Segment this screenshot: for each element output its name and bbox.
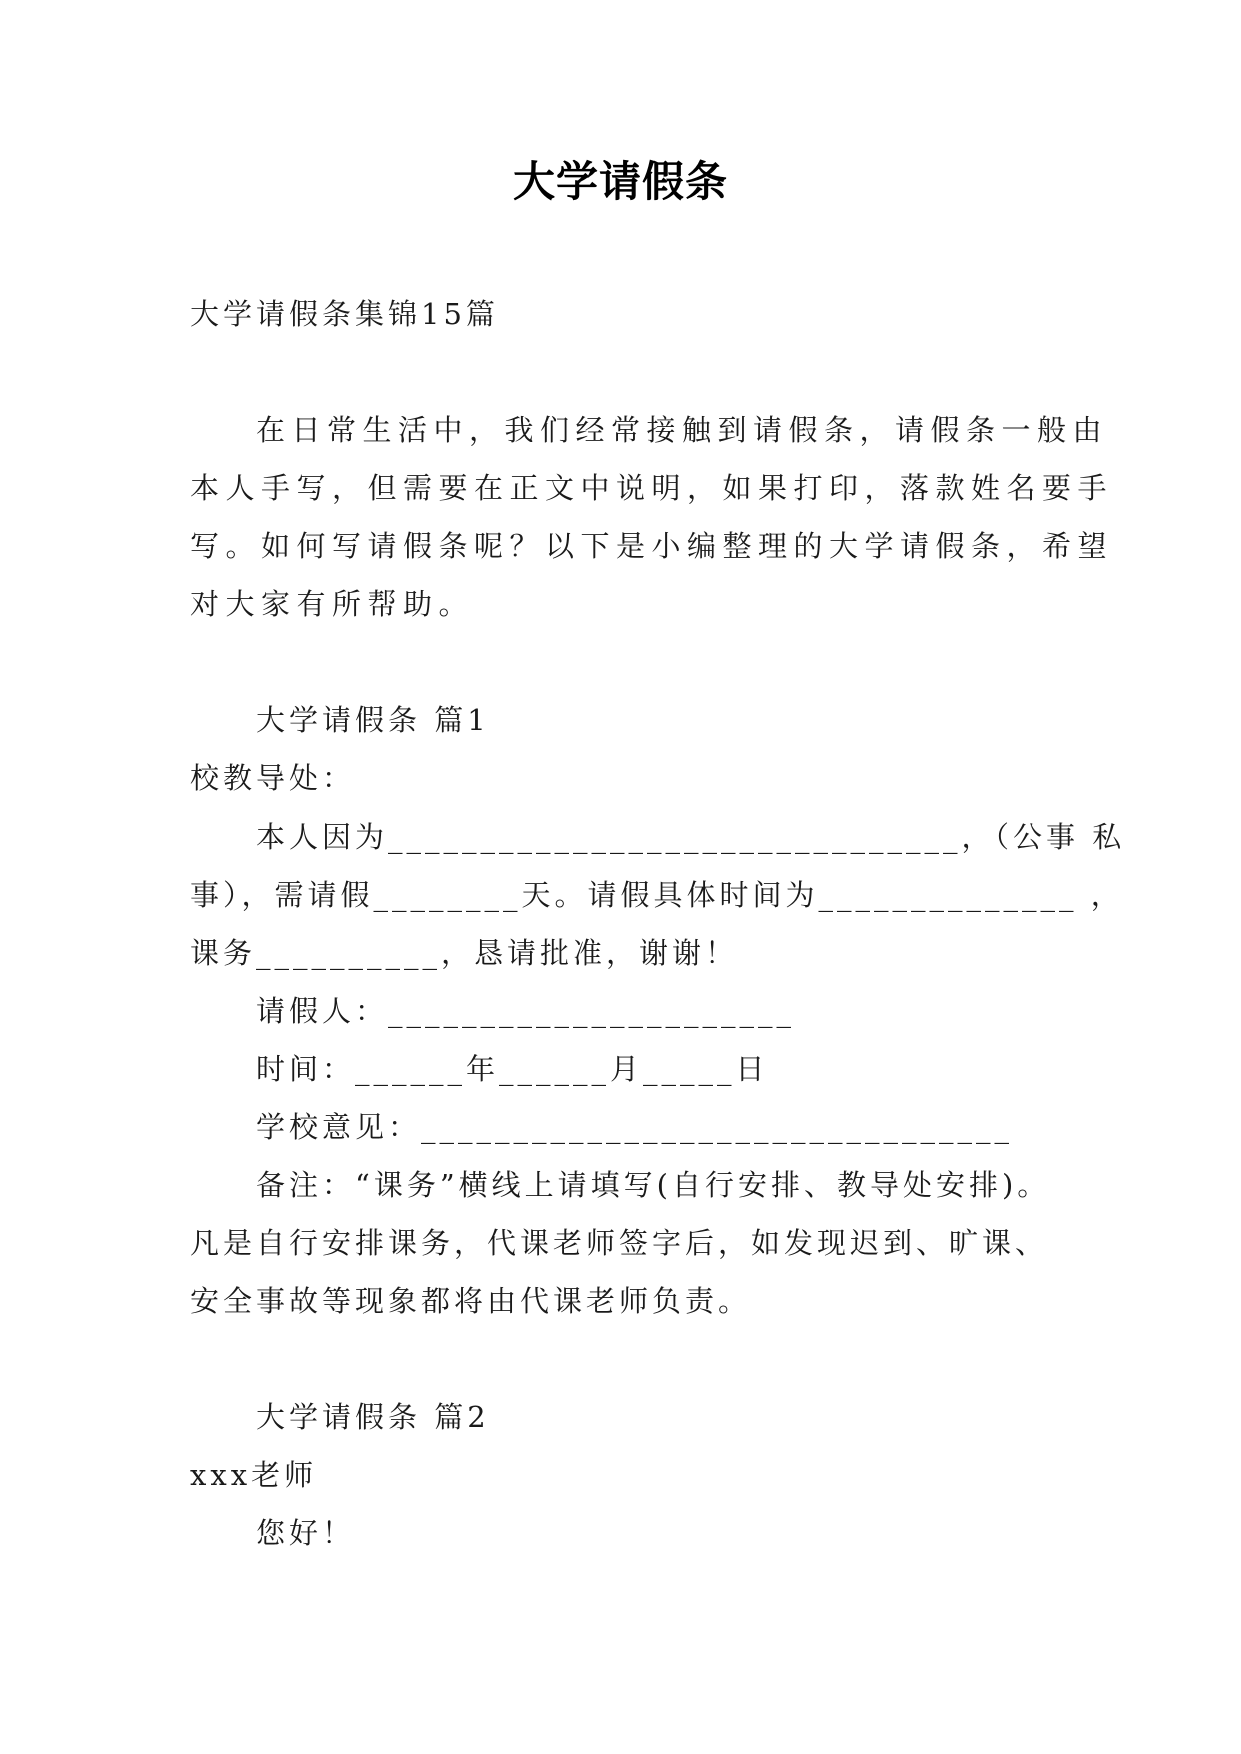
note-line-2: 凡是自行安排课务，代课老师签字后，如发现迟到、旷课、 [190,1226,1049,1260]
section1-body-line-1: 本人因为_______________________________，（公事 私 [256,820,1126,854]
section1-heading: 大学请假条 篇1 [256,703,490,737]
section1-salutation: 校教导处： [190,761,356,795]
section1-body-line-2: 事），需请假________天。请假具体时间为______________ ， [190,878,1124,912]
subtitle: 大学请假条集锦15篇 [190,297,499,331]
intro-line-3: 写。如何写请假条呢？以下是小编整理的大学请假条，希望 [190,529,1114,563]
school-opinion-field: 学校意见：________________________________ [256,1110,1014,1144]
intro-line-2: 本人手写，但需要在正文中说明，如果打印，落款姓名要手 [190,471,1114,505]
section2-heading: 大学请假条 篇2 [256,1400,490,1434]
applicant-field: 请假人：______________________ [256,994,796,1028]
section1-body-line-3: 课务__________，恳请批准，谢谢！ [190,936,739,970]
section2-salutation: xxx老师 [190,1458,318,1492]
intro-line-4: 对大家有所帮助。 [190,587,475,621]
page-title: 大学请假条 [512,157,728,206]
date-field: 时间：______年______月_____日 [256,1052,769,1086]
note-line-3: 安全事故等现象都将由代课老师负责。 [190,1284,752,1318]
intro-line-1: 在日常生活中，我们经常接触到请假条，请假条一般由 [256,413,1109,447]
note-line-1: 备注：“课务”横线上请填写(自行安排、教导处安排)。 [256,1168,1051,1202]
section2-greeting: 您好！ [256,1516,356,1550]
